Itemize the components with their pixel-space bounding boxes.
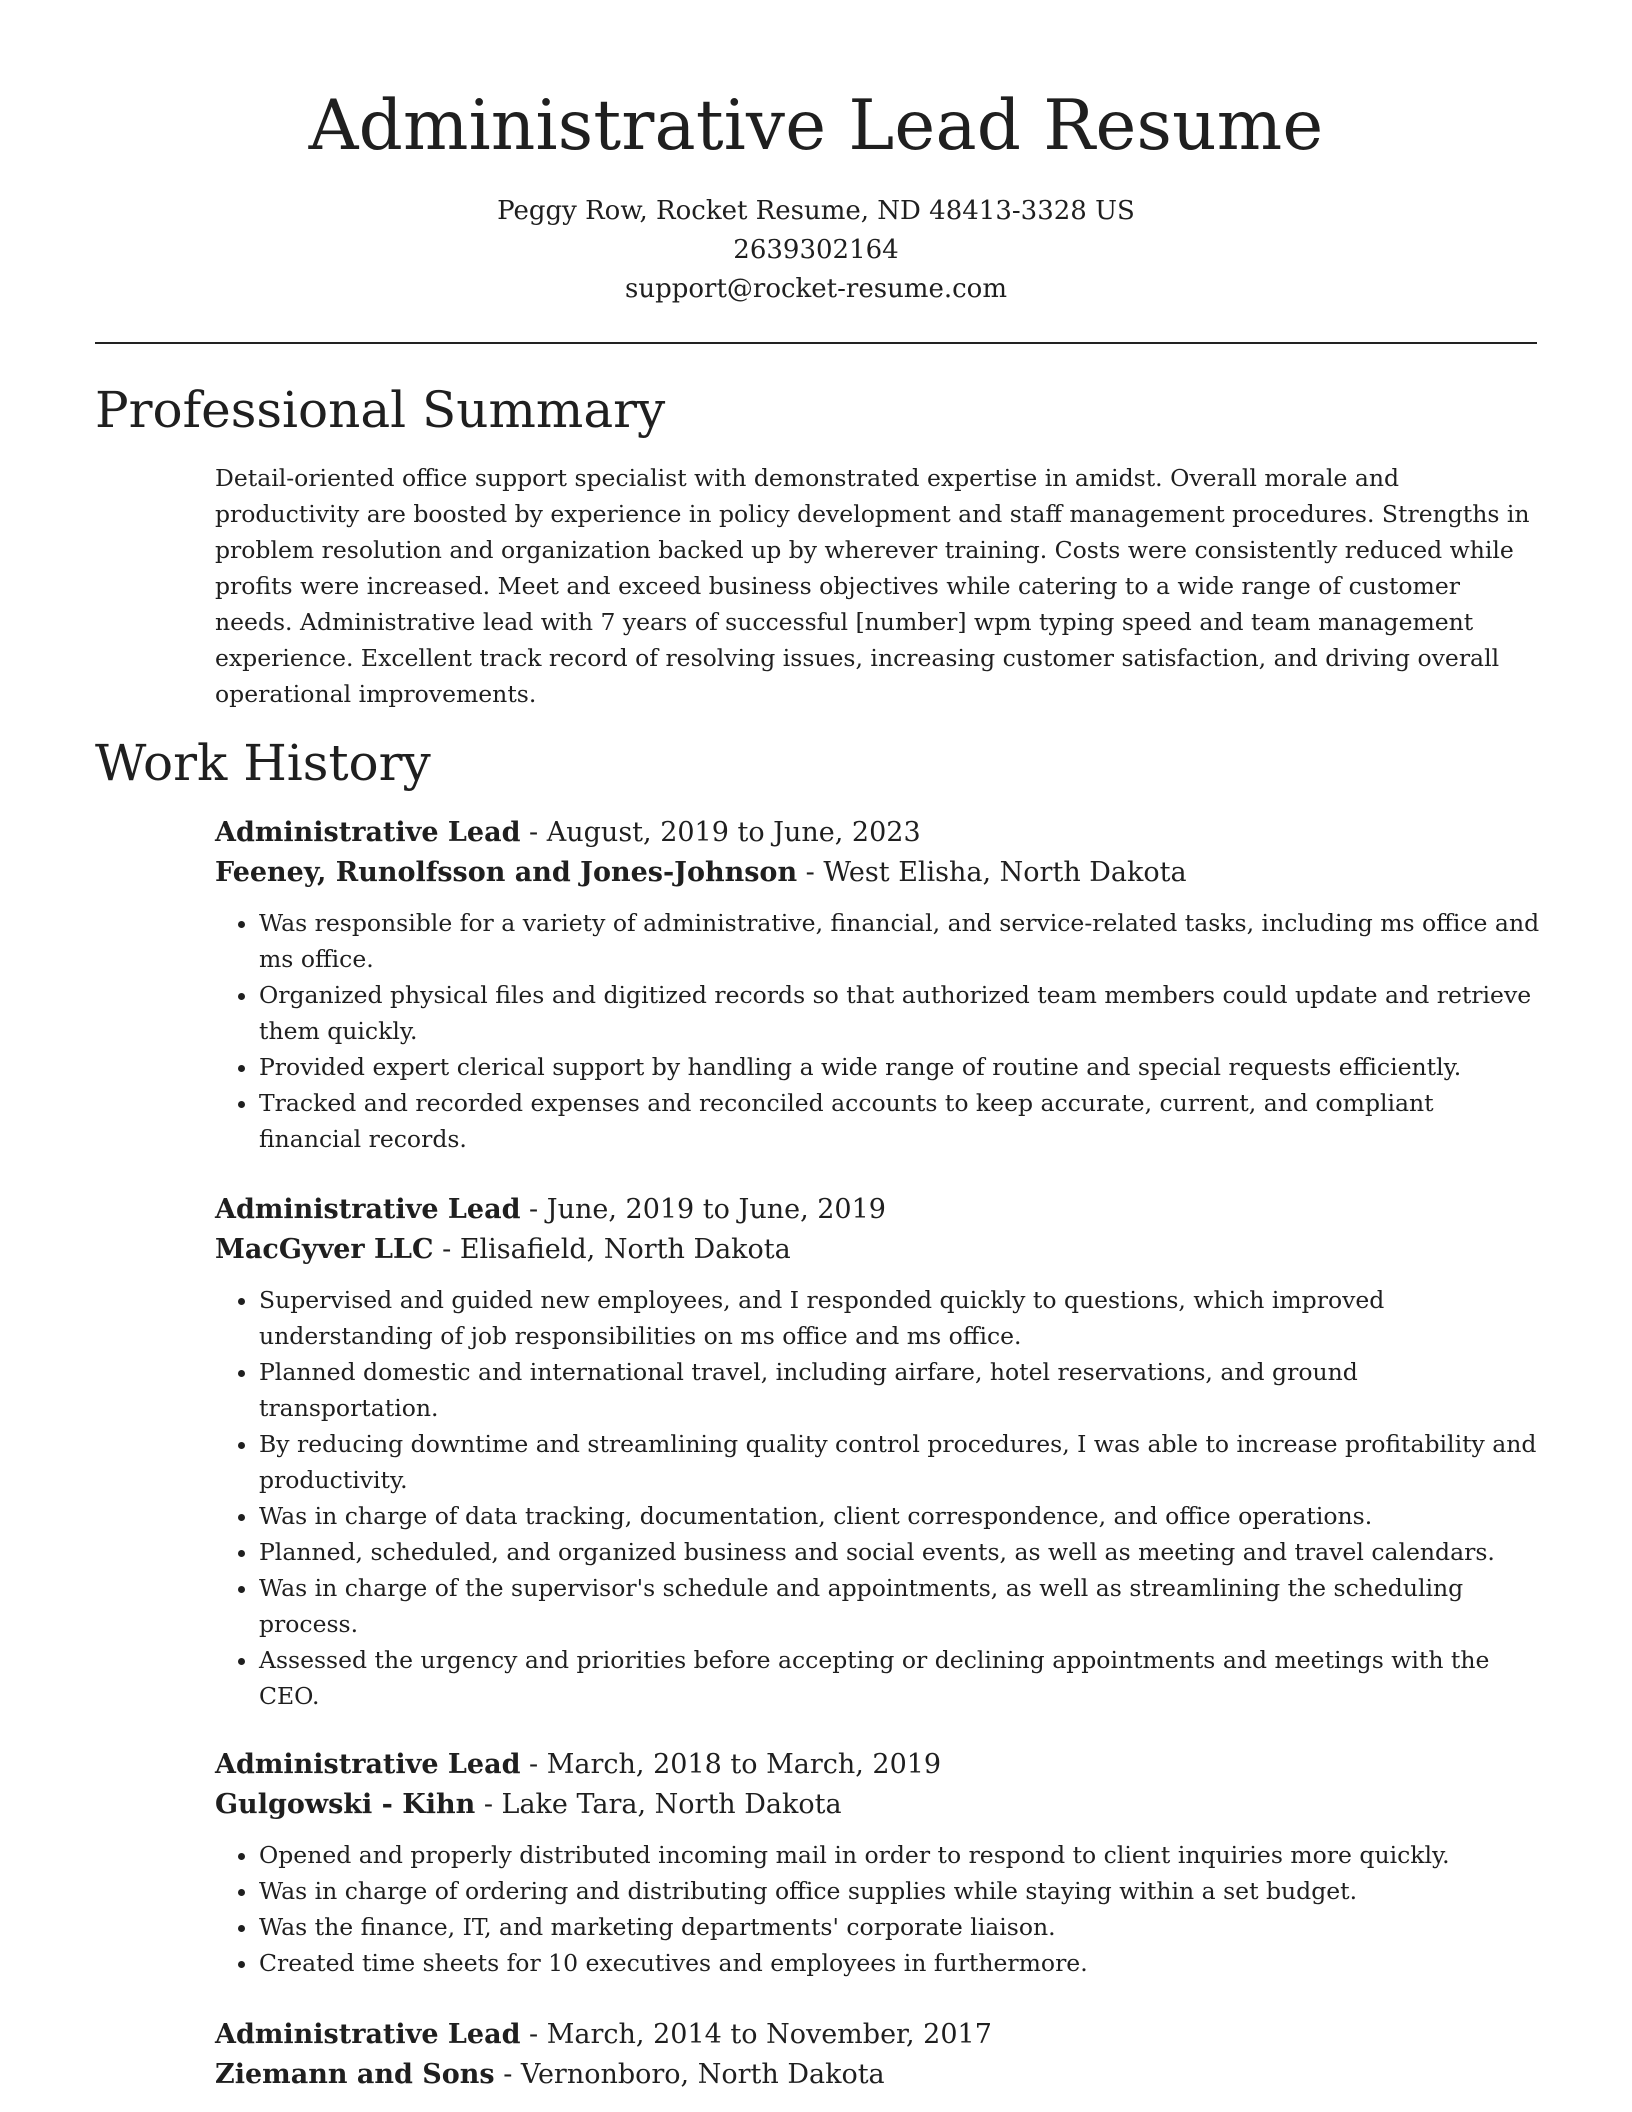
page-title: Administrative Lead Resume — [308, 86, 1324, 166]
job-dates: March, 2018 to March, 2019 — [546, 1749, 942, 1780]
job-role: Administrative Lead — [215, 817, 521, 848]
list-item: • By reducing downtime and streamlining quality control procedures, I was able to increase profitability and productivity. — [259, 1426, 1540, 1498]
list-item: • Opened and properly distributed incoming mail in order to respond to client inquiries more quickly. — [259, 1837, 1540, 1873]
job-entry-4 — [215, 2015, 1540, 2095]
list-item: • Planned domestic and international travel, including airfare, hotel reservations, and ground transportation. — [259, 1354, 1540, 1426]
job-company: Ziemann and Sons — [215, 2059, 495, 2090]
section-title-summary: Professional Summary — [95, 381, 666, 439]
job-title-line: Administrative Lead - March, 2018 to March, 2019 — [215, 1749, 942, 1780]
list-item: • Was in charge of the supervisor's schedule and appointments, as well as streamlining the scheduling process. — [259, 1570, 1540, 1642]
list-item: • Assessed the urgency and priorities before accepting or declining appointments and meetings with the CEO. — [259, 1642, 1540, 1714]
job-entry-1 — [215, 813, 1540, 1157]
job-dates: June, 2019 to June, 2019 — [546, 1194, 886, 1225]
list-item: • Was the finance, IT, and marketing departments' corporate liaison. — [259, 1909, 1540, 1945]
contact-phone: 2639302164 — [733, 235, 899, 265]
job-dates: March, 2014 to November, 2017 — [546, 2019, 992, 2050]
summary-text: Detail-oriented office support specialist with demonstrated expertise in amidst. Overall morale and productivity are boosted by experience in policy development and staff management procedures. Strengths in problem resolution and organization backed up by wherever training. Costs were consistently reduced while profits were increased. Meet and exceed business objectives while catering to a wide range of customer needs. Administrative lead with 7 years of successful [number] wpm typing speed and team management experience. Excellent track record of resolving issues, increasing customer satisfaction, and driving overall operational improvements. — [215, 464, 1530, 708]
job-location: West Elisha, North Dakota — [823, 857, 1187, 888]
list-item: • Created time sheets for 10 executives and employees in furthermore. — [259, 1945, 1540, 1981]
list-item: • Organized physical files and digitized records so that authorized team members could update and retrieve them quickly. — [259, 977, 1540, 1049]
job-role: Administrative Lead — [215, 1194, 521, 1225]
job-bullets — [215, 905, 1540, 1157]
job-role: Administrative Lead — [215, 2019, 521, 2050]
resume-header — [0, 0, 1632, 309]
job-role: Administrative Lead — [215, 1749, 521, 1780]
job-entry-2 — [215, 1190, 1540, 1714]
job-bullets — [215, 1282, 1540, 1714]
list-item: • Was in charge of data tracking, documentation, client correspondence, and office operations. — [259, 1498, 1540, 1534]
job-dates: August, 2019 to June, 2023 — [546, 817, 921, 848]
section-title-work: Work History — [95, 734, 431, 792]
job-location: Vernonboro, North Dakota — [520, 2059, 885, 2090]
job-bullets — [215, 1837, 1540, 1981]
job-company: Gulgowski - Kihn — [215, 1789, 476, 1820]
job-company-line: Gulgowski - Kihn - Lake Tara, North Dakota — [215, 1789, 842, 1820]
job-location: Elisafield, North Dakota — [459, 1234, 791, 1265]
list-item: • Provided expert clerical support by handling a wide range of routine and special requests efficiently. — [259, 1049, 1540, 1085]
contact-block — [0, 192, 1632, 309]
list-item: • Tracked and recorded expenses and reconciled accounts to keep accurate, current, and compliant financial records. — [259, 1085, 1540, 1157]
job-company-line: Feeney, Runolfsson and Jones-Johnson - West Elisha, North Dakota — [215, 857, 1187, 888]
job-company: MacGyver LLC — [215, 1234, 434, 1265]
list-item: • Was responsible for a variety of administrative, financial, and service-related tasks, including ms office and ms office. — [259, 905, 1540, 977]
contact-email: support@rocket-resume.com — [624, 274, 1007, 304]
job-location: Lake Tara, North Dakota — [501, 1789, 842, 1820]
list-item: • Supervised and guided new employees, and I responded quickly to questions, which improved understanding of job responsibilities on ms office and ms office. — [259, 1282, 1540, 1354]
job-company-line: MacGyver LLC - Elisafield, North Dakota — [215, 1234, 791, 1265]
list-item: • Was in charge of ordering and distributing office supplies while staying within a set budget. — [259, 1873, 1540, 1909]
list-item: • Planned, scheduled, and organized business and social events, as well as meeting and travel calendars. — [259, 1534, 1540, 1570]
job-company: Feeney, Runolfsson and Jones-Johnson — [215, 857, 798, 888]
job-entry-3 — [215, 1745, 1540, 1981]
job-title-line: Administrative Lead - June, 2019 to June, 2019 — [215, 1194, 886, 1225]
contact-address: Peggy Row, Rocket Resume, ND 48413-3328 US — [497, 196, 1135, 226]
job-company-line: Ziemann and Sons - Vernonboro, North Dakota — [215, 2059, 885, 2090]
header-divider — [95, 342, 1537, 344]
job-title-line: Administrative Lead - August, 2019 to June, 2023 — [215, 817, 921, 848]
job-title-line: Administrative Lead - March, 2014 to November, 2017 — [215, 2019, 992, 2050]
